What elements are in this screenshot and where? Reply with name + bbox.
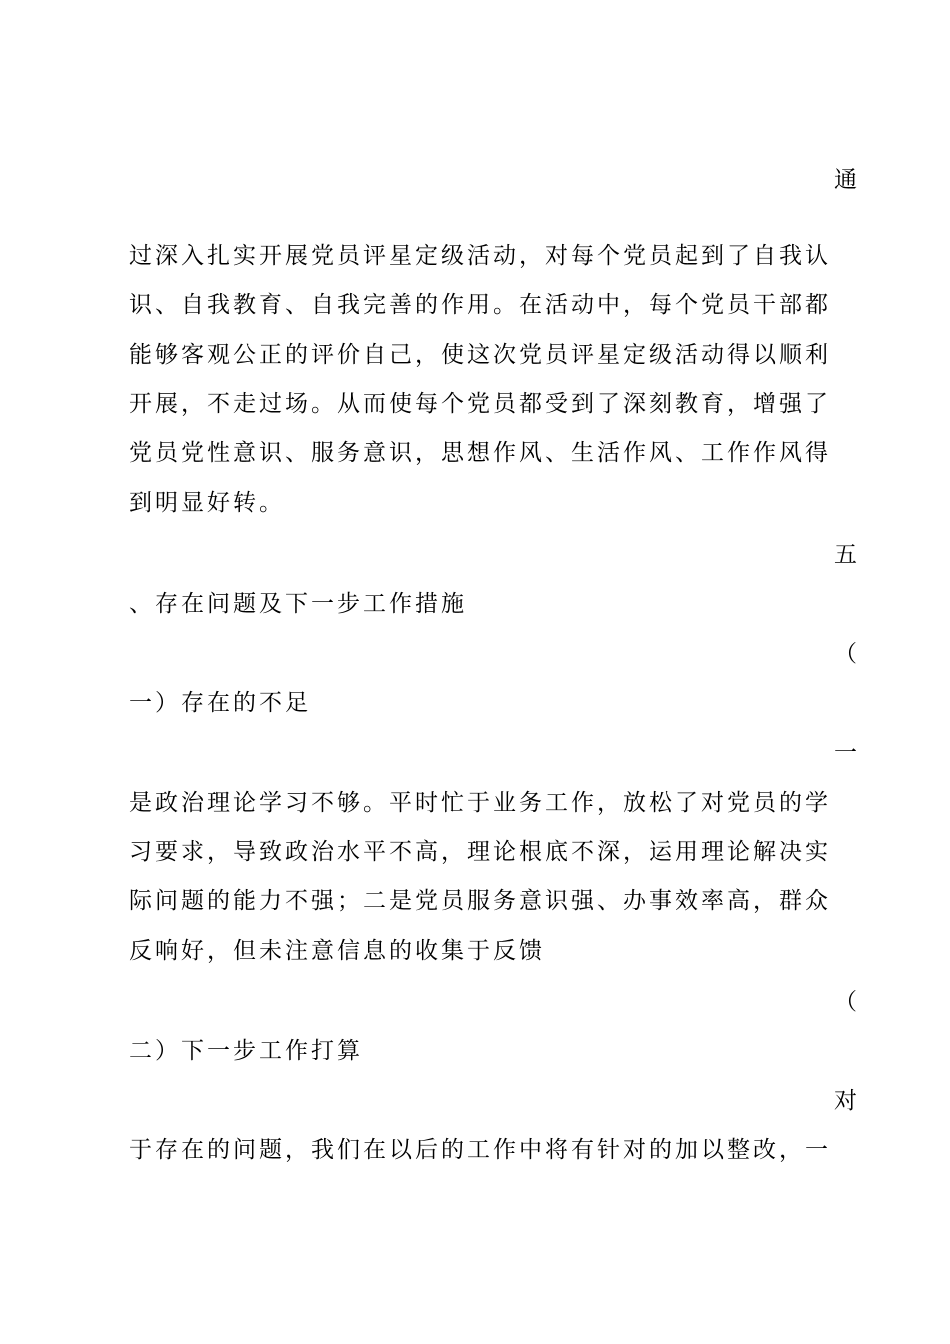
margin-char: 一 — [834, 740, 857, 766]
section-heading: 、存在问题及下一步工作措施 — [129, 591, 467, 617]
margin-char: 对 — [834, 1088, 857, 1114]
margin-char: 通 — [834, 167, 857, 193]
margin-char: 五 — [834, 542, 857, 568]
paragraph-line: 习要求，导致政治水平不高，理论根底不深，运用理论解决实 — [129, 839, 831, 865]
margin-char: （ — [834, 989, 857, 1015]
subsection-heading: 二）下一步工作打算 — [129, 1038, 363, 1064]
paragraph-line: 反响好，但未注意信息的收集于反馈 — [129, 938, 545, 964]
paragraph-line: 到明显好转。 — [129, 490, 285, 516]
paragraph-line: 过深入扎实开展党员评星定级活动，对每个党员起到了自我认 — [129, 243, 831, 269]
paragraph-line: 能够客观公正的评价自己，使这次党员评星定级活动得以顺利 — [129, 342, 831, 368]
paragraph-line: 于存在的问题，我们在以后的工作中将有针对的加以整改，一 — [129, 1137, 831, 1163]
paragraph-line: 党员党性意识、服务意识，思想作风、生活作风、工作作风得 — [129, 440, 831, 466]
paragraph-line: 识、自我教育、自我完善的作用。在活动中，每个党员干部都 — [129, 292, 831, 318]
subsection-heading: 一）存在的不足 — [129, 690, 311, 716]
paragraph-line: 是政治理论学习不够。平时忙于业务工作，放松了对党员的学 — [129, 790, 831, 816]
paragraph-line: 开展，不走过场。从而使每个党员都受到了深刻教育，增强了 — [129, 391, 831, 417]
paragraph-line: 际问题的能力不强；二是党员服务意识强、办事效率高，群众 — [129, 888, 831, 914]
margin-char: （ — [834, 641, 857, 667]
